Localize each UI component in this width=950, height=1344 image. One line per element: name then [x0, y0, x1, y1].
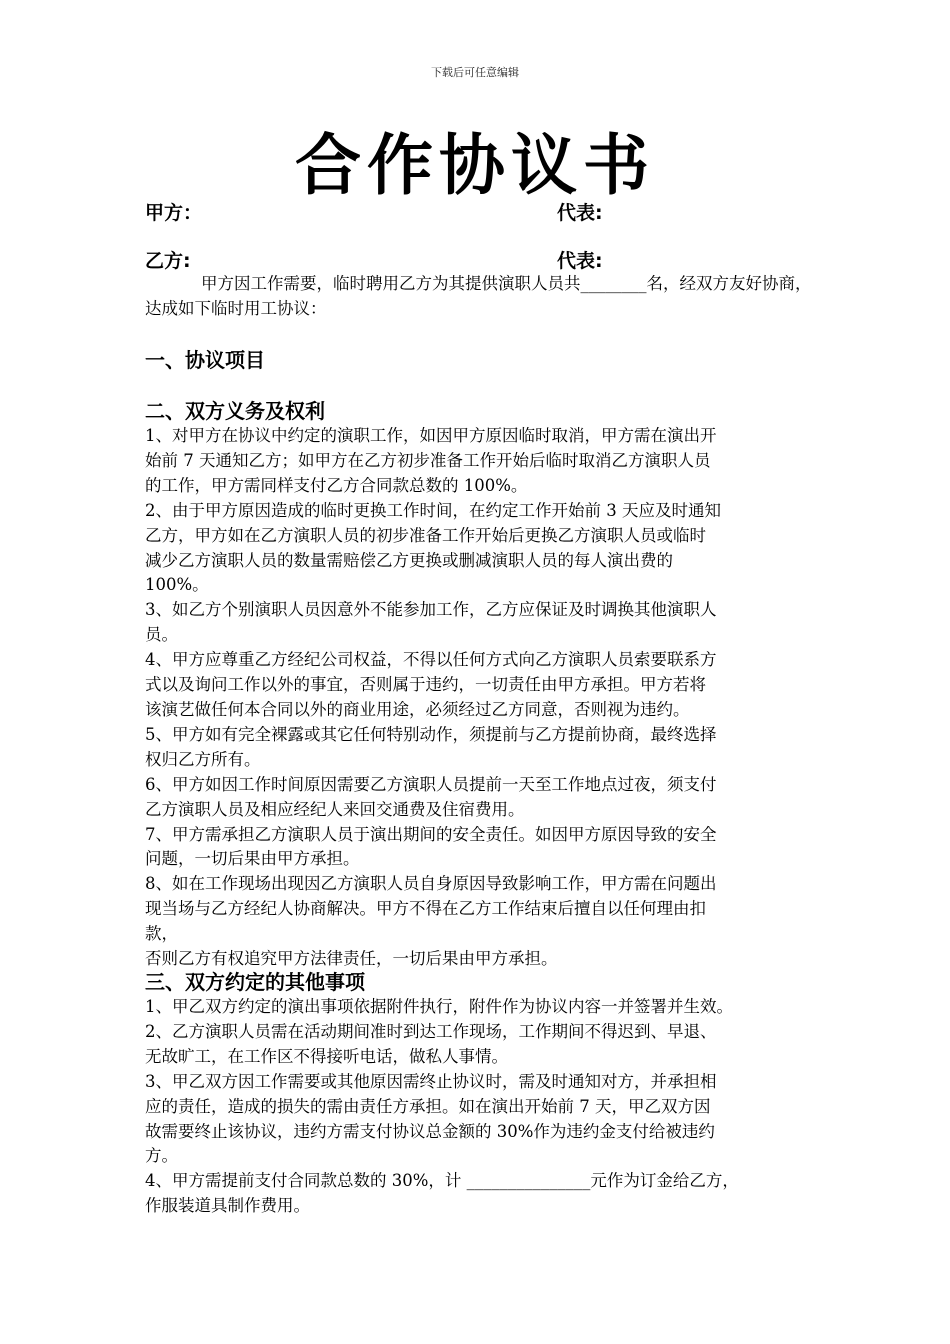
section-2-line: 式以及询问工作以外的事宜，否则属于违约，一切责任由甲方承担。甲方若将 — [145, 675, 706, 695]
section-2-line: 3、如乙方个别演职人员因意外不能参加工作，乙方应保证及时调换其他演职人 — [145, 600, 717, 620]
section-2-line: 100%。 — [145, 575, 209, 595]
section-2-line: 权归乙方所有。 — [145, 749, 261, 769]
section-3-line: 故需要终止该协议，违约方需支付协议总金额的 30%作为违约金支付给被违约 — [145, 1121, 715, 1141]
section-2-line: 问题，一切后果由甲方承担。 — [145, 849, 360, 869]
party-b-label: 乙方: — [145, 250, 191, 272]
section-2-line: 减少乙方演职人员的数量需赔偿乙方更换或删减演职人员的每人演出费的 — [145, 550, 673, 570]
section-2-body — [145, 424, 815, 972]
section-2-line: 员。 — [145, 625, 178, 645]
section-2-line: 8、如在工作现场出现因乙方演职人员自身原因导致影响工作，甲方需在问题出 — [145, 874, 717, 894]
section-2-line: 款， — [145, 924, 178, 944]
section-3-line: 4、甲方需提前支付合同款总数的 30%，计 _______________元作为订金给乙方， — [145, 1171, 739, 1191]
section-3-line: 3、甲乙双方因工作需要或其他原因需终止协议时，需及时通知对方，并承担相 — [145, 1071, 717, 1091]
section-3-line: 应的责任，造成的损失的需由责任方承担。如在演出开始前 7 天，甲乙双方因 — [145, 1096, 711, 1116]
party-a-representative-label: 代表: — [557, 202, 603, 224]
section-2-line: 1、对甲方在协议中约定的演职工作，如因甲方原因临时取消，甲方需在演出开 — [145, 426, 717, 445]
party-a-label: 甲方： — [145, 202, 203, 224]
section-2-line: 5、甲方如有完全裸露或其它任何特别动作，须提前与乙方提前协商，最终选择 — [145, 724, 717, 744]
section-2-line: 否则乙方有权追究甲方法律责任，一切后果由甲方承担。 — [145, 949, 558, 969]
section-2-heading: 二、双方义务及权利 — [145, 399, 325, 423]
section-3-line: 作服装道具制作费用。 — [145, 1196, 310, 1216]
section-2-line: 乙方，甲方如在乙方演职人员的初步准备工作开始后更换乙方演职人员或临时 — [145, 525, 706, 545]
header-note: 下载后可任意编辑 — [431, 66, 519, 79]
section-2-line: 乙方演职人员及相应经纪人来回交通费及住宿费用。 — [145, 799, 525, 819]
section-2-line: 4、甲方应尊重乙方经纪公司权益，不得以任何方式向乙方演职人员索要联系方 — [145, 650, 717, 670]
section-1-heading: 一、协议项目 — [145, 348, 265, 372]
section-2-line: 该演艺做任何本合同以外的商业用途，必须经过乙方同意，否则视为违约。 — [145, 699, 690, 719]
section-3-line: 无故旷工，在工作区不得接听电话，做私人事情。 — [145, 1046, 508, 1066]
section-3-heading: 三、双方约定的其他事项 — [145, 970, 365, 994]
section-3-line: 2、乙方演职人员需在活动期间准时到达工作现场，工作期间不得迟到、早退、 — [145, 1021, 717, 1041]
party-b-representative-label: 代表: — [557, 250, 603, 272]
section-2-line: 的工作，甲方需同样支付乙方合同款总数的 100%。 — [145, 475, 528, 495]
section-2-line: 现当场与乙方经纪人协商解决。甲方不得在乙方工作结束后擅自以任何理由扣 — [145, 899, 706, 919]
document-title: 合作协议书 — [295, 127, 655, 204]
section-2-line: 始前 7 天通知乙方；如甲方在乙方初步准备工作开始后临时取消乙方演职人员 — [145, 450, 711, 470]
section-3-line: 1、甲乙双方约定的演出事项依据附件执行，附件作为协议内容一并签署并生效。 — [145, 997, 733, 1016]
intro-paragraph: 甲方因工作需要，临时聘用乙方为其提供演职人员共________名，经双方友好协商，达成如下临时用工协议： — [145, 274, 812, 318]
section-2-line: 6、甲方如因工作时间原因需要乙方演职人员提前一天至工作地点过夜，须支付 — [145, 774, 717, 794]
section-3-line: 方。 — [145, 1146, 178, 1166]
section-3-body — [145, 995, 815, 1219]
section-2-line: 7、甲方需承担乙方演职人员于演出期间的安全责任。如因甲方原因导致的安全 — [145, 824, 717, 844]
section-2-line: 2、由于甲方原因造成的临时更换工作时间，在约定工作开始前 3 天应及时通知 — [145, 500, 721, 520]
